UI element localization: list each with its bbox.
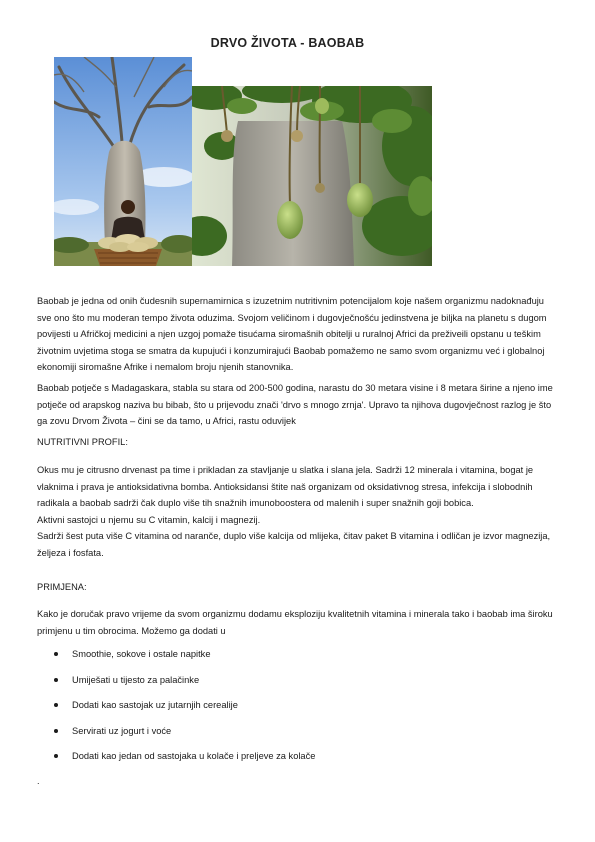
usage-text: Kako je doručak pravo vrijeme da svom organizmu dodamu eksploziju kvalitetnih vitamina i minerala tako i baobab ima široku primjenu u tim obrocima. Možemo ga dodati u [37,609,553,636]
bullet-icon [54,678,58,682]
photo-baobab-fruits-hanging [192,86,432,266]
nutrition-heading-text: NUTRITIVNI PROFIL: [37,437,128,447]
bullet-icon [54,652,58,656]
usage-heading [37,579,557,596]
usage-paragraph [37,606,557,639]
list-item-label: Smoothie, sokove i ostale napitke [72,649,211,659]
bullet-icon [54,729,58,733]
list-item-label: Servirati uz jogurt i voće [72,725,172,736]
list-item-label: Dodati kao sastojak uz jutarnjih cerealije [72,700,238,710]
list-item [37,646,557,672]
origin-text: Baobab potječe s Madagaskara, stabla su stara od 200-500 godina, narastu do 30 metara visine i 8 metara širine a njeno ime potječe od arapskog naziva bu bibab, što u prijevodu znači 'drvo s mnogo zrnja'. Upravo ta njihova dugovječnost razlog je što ga zovu Drvom Života – čini se da tamo, u Africi, rastu oduvijek [37,383,553,426]
nutrition-heading [37,434,557,451]
list-item [37,748,557,774]
list-item-label: Dodati kao jedan od sastojaka u kolače i preljeve za kolače [72,751,316,761]
nutrition-line-2: Aktivni sastojci u njemu su C vitamin, kalcij i magnezij. [37,514,261,525]
nutrition-text: Okus mu je citrusno drvenast pa time i prikladan za stavljanje u slatka i slana jela. Sadrži 12 minerala i vitamina, bogat je vlaknima i prava je antioksidativna bomba. Antioksidansi štite naš organizam od oksidativnog stresa, infekcija i slobodnih radikala a baobab sadrži čak duplo više tih snažnih imunoboostera od malenih i super snažnih goji bobica. [37,465,534,508]
end-mark: . [37,776,40,786]
usage-list [37,646,557,774]
nutrition-section [37,462,557,561]
intro-text: Baobab je jedna od onih čudesnih supernamirnica s izuzetnim nutritivnim potencijalom koje našem organizmu nadoknađuju sve ono što mu moderan tempo života oduzima. Svojom veličinom i dugovječnošću jedinstvena je biljka na planetu s dugom povijesti u Afričkoj medicini a njen uzgoj pomaže tisućama siromašnih obitelji u ruralnoj Africi da preživeili opstanu u teškim životnim uvjetima stoga se smatra da kupujući i konzumirajući Baobab pomažemo ne samo svom organizmu već i globalnoj ekonomiji siromašne Afrike i nemalom broju njenih stanovnika. [37,296,547,372]
list-item-label: Umiješati u tijesto za palačinke [72,674,200,685]
list-item [37,672,557,698]
list-item [37,697,557,723]
list-item [37,723,557,749]
bullet-icon [54,703,58,707]
intro-paragraph [37,293,557,376]
document-title: DRVO ŽIVOTA - BAOBAB [210,36,365,50]
origin-paragraph [37,380,557,430]
usage-heading-text: PRIMJENA: [37,582,87,592]
photo-woman-with-baobab [54,57,192,266]
bullet-icon [54,754,58,758]
nutrition-line-3: Sadrži šest puta više C vitamina od naranče, duplo više kalcija od mlijeka, čitav paket B vitamina i odličan je izvor magnezija, željeza i fosfata. [37,531,551,558]
